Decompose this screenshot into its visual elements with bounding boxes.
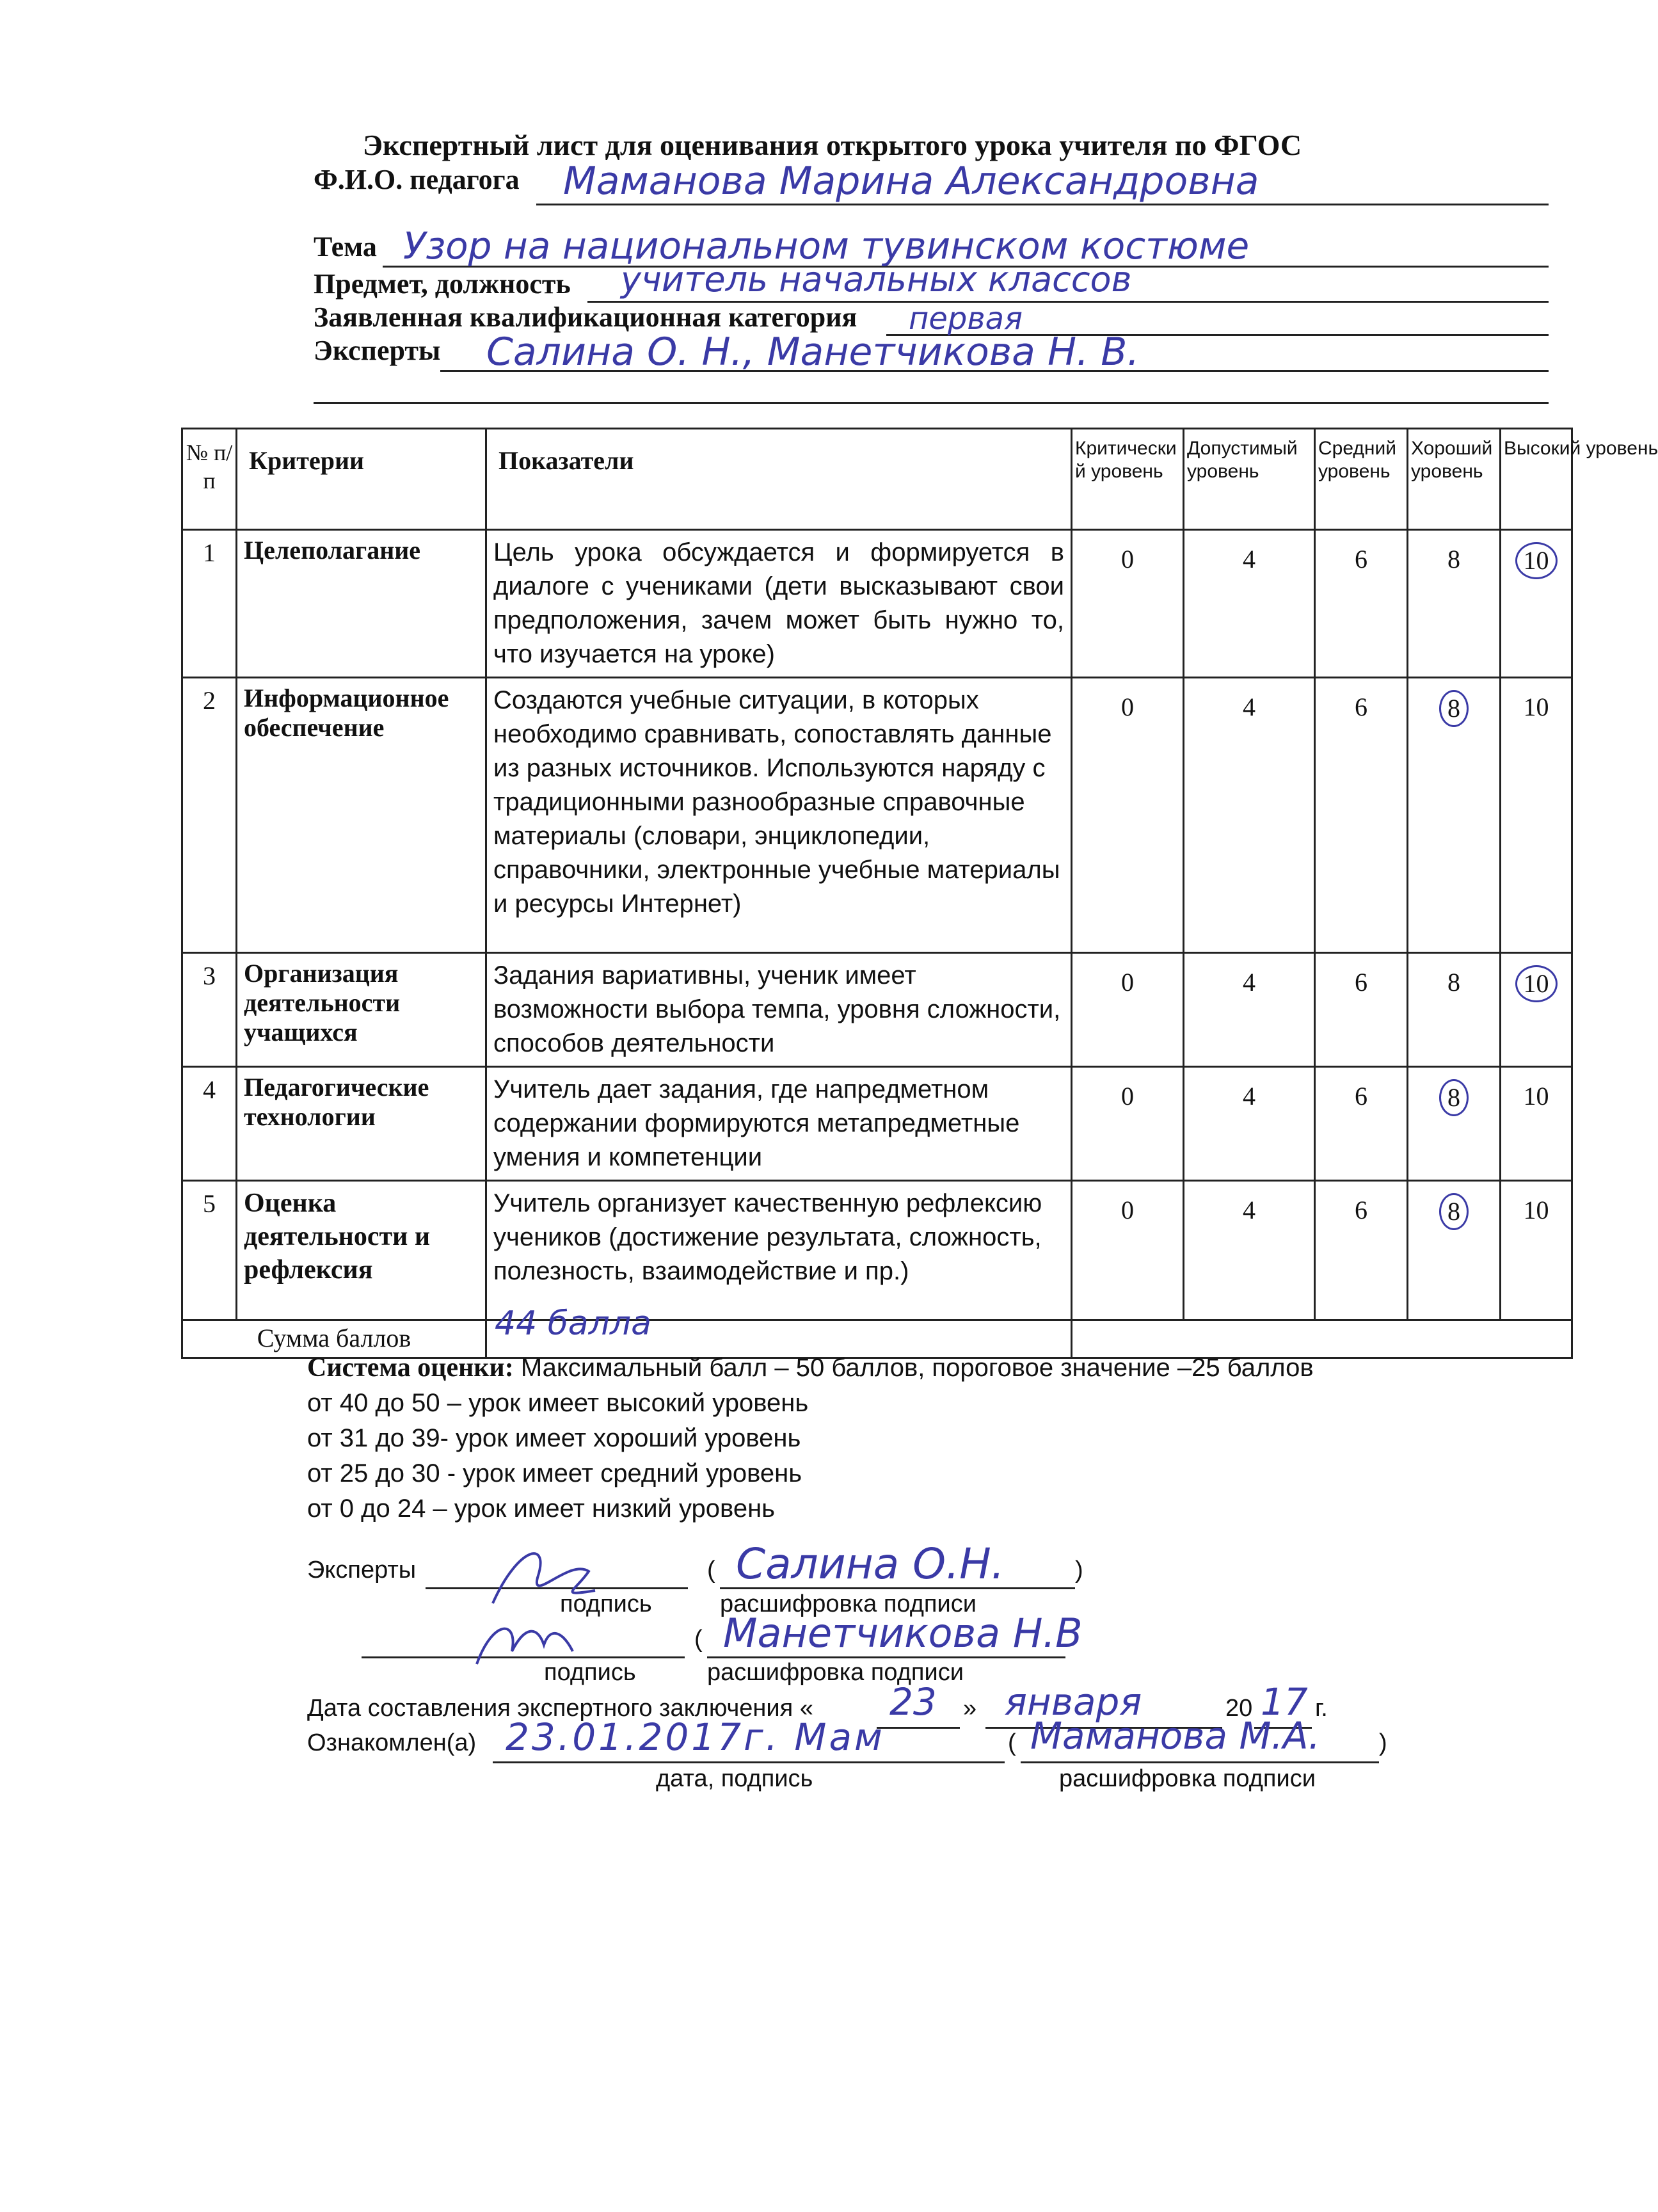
score-0: 0	[1121, 968, 1134, 997]
row-number: 5	[182, 1181, 237, 1320]
row-criterion: Организация деятельности учащихся	[237, 953, 486, 1067]
score-0: 0	[1121, 545, 1134, 573]
table-row	[182, 678, 1572, 953]
row-criterion: Оценка деятельности и рефлексия	[237, 1181, 486, 1320]
decode-caption-1: расшифровка подписи	[720, 1591, 976, 1617]
row-indicator: Создаются учебные ситуации, в которых необходимо сравнивать, сопоставлять данные из разных источников. Используются наряду с традиционными разнообразные справочные материалы (словари, энциклопедии, справочники, электронные учебные материалы и ресурсы Интернет)	[486, 678, 1072, 953]
score-4: 4	[1243, 545, 1255, 573]
experts-label: Эксперты	[314, 335, 441, 366]
score-10: 10	[1515, 542, 1558, 579]
score-range-low: от 0 до 24 – урок имеет низкий уровень	[307, 1495, 776, 1523]
decode-caption-2: расшифровка подписи	[707, 1659, 964, 1686]
score-6: 6	[1355, 693, 1367, 721]
score-0: 0	[1121, 693, 1134, 721]
year-end: г.	[1315, 1695, 1328, 1722]
extra-underline	[314, 402, 1549, 404]
date-day: 23	[889, 1680, 937, 1724]
decode-caption-3: расшифровка подписи	[1059, 1765, 1316, 1792]
acquainted-value: 23.01.2017г. Мам	[506, 1715, 885, 1759]
document-title: Экспертный лист для оценивания открытого урока учителя по ФГОС	[362, 129, 1302, 161]
acquainted-name-line	[1021, 1761, 1379, 1763]
date-month: января	[1005, 1680, 1142, 1724]
row-number: 2	[182, 678, 237, 953]
row-criterion: Информационное обеспечение	[237, 678, 486, 953]
row-number: 4	[182, 1067, 237, 1181]
row-number: 3	[182, 953, 237, 1067]
date-label: Дата составления экспертного заключения «	[307, 1695, 813, 1722]
table-header-row	[182, 429, 1572, 530]
topic-value: Узор на национальном тувинском костюме	[403, 224, 1250, 268]
header-level-average: Средний уровень	[1315, 429, 1408, 530]
category-label: Заявленная квалификационная категория	[314, 301, 857, 333]
score-8: 8	[1447, 968, 1460, 997]
sign-caption-2: подпись	[544, 1659, 636, 1686]
header-level-good: Хороший уровень	[1408, 429, 1501, 530]
teacher-underline	[536, 204, 1549, 205]
acquainted-line	[493, 1761, 1005, 1763]
date-day-line	[877, 1727, 960, 1729]
score-6: 6	[1355, 968, 1367, 997]
score-range-average: от 25 до 30 - урок имеет средний уровень	[307, 1459, 802, 1487]
score-6: 6	[1355, 1082, 1367, 1110]
row-indicator: Учитель дает задания, где напредметном содержании формируются метапредметные умения и компетенции	[486, 1067, 1072, 1181]
row-criterion: Целеполагание	[237, 530, 486, 678]
category-value: первая	[909, 301, 1023, 337]
header-criteria: Критерии	[237, 429, 486, 530]
score-8: 8	[1439, 1079, 1469, 1116]
subject-value: учитель начальных классов	[621, 259, 1132, 300]
score-8: 8	[1439, 690, 1469, 727]
score-4: 4	[1243, 968, 1255, 997]
acquainted-name: Маманова М.А.	[1030, 1714, 1321, 1758]
score-0: 0	[1121, 1082, 1134, 1110]
table-row	[182, 530, 1572, 678]
score-system-text: Максимальный балл – 50 баллов, пороговое значение –25 баллов	[513, 1354, 1314, 1382]
score-4: 4	[1243, 1082, 1255, 1110]
date-sign-caption: дата, подпись	[656, 1765, 813, 1792]
score-6: 6	[1355, 1196, 1367, 1224]
score-0: 0	[1121, 1196, 1134, 1224]
table-row	[182, 1181, 1572, 1320]
expert1-name: Салина О.Н.	[736, 1539, 1005, 1589]
row-indicator: Цель урока обсуждается и формируется в диалоге с учениками (дети высказывают свои предположения, зачем может быть нужно то, что изучается на уроке)	[486, 530, 1072, 678]
score-system	[307, 1350, 1314, 1527]
expert2-name-line	[707, 1656, 1065, 1658]
row-indicator: Учитель организует качественную рефлексию учеников (достижение результата, сложность, полезность, взаимодействие и пр.)	[486, 1181, 1072, 1320]
sum-value: 44 балла	[495, 1304, 651, 1343]
score-10: 10	[1523, 1196, 1549, 1224]
sign-caption-1: подпись	[560, 1591, 652, 1617]
year-prefix: 20	[1225, 1695, 1253, 1722]
header-level-critical: Критически й уровень	[1072, 429, 1184, 530]
expert2-name: Манетчикова Н.В	[723, 1610, 1083, 1656]
score-system-label: Система оценки:	[307, 1353, 514, 1382]
score-4: 4	[1243, 693, 1255, 721]
row-number: 1	[182, 530, 237, 678]
topic-label: Тема	[314, 231, 377, 262]
acquainted-label: Ознакомлен(а)	[307, 1729, 477, 1756]
teacher-label: Ф.И.О. педагога	[314, 164, 520, 195]
sum-label: Сумма баллов	[182, 1320, 486, 1358]
experts-sign-label: Эксперты	[307, 1557, 417, 1583]
header-level-high: Высокий уровень	[1501, 429, 1572, 530]
evaluation-table	[181, 428, 1658, 1359]
year-suffix: 17	[1261, 1680, 1308, 1724]
header-num: № п/п	[182, 429, 237, 530]
row-criterion: Педагогические технологии	[237, 1067, 486, 1181]
score-8: 8	[1447, 545, 1460, 573]
score-10: 10	[1515, 965, 1558, 1002]
header-level-acceptable: Допустимый уровень	[1184, 429, 1315, 530]
teacher-value: Маманова Марина Александровна	[563, 159, 1259, 204]
date-mid: »	[963, 1695, 977, 1722]
table-row	[182, 1067, 1572, 1181]
score-8: 8	[1439, 1193, 1469, 1230]
header-indicators: Показатели	[486, 429, 1072, 530]
score-range-good: от 31 до 39- урок имеет хороший уровень	[307, 1424, 801, 1452]
score-10: 10	[1523, 1082, 1549, 1110]
score-4: 4	[1243, 1196, 1255, 1224]
score-range-high: от 40 до 50 – урок имеет высокий уровень	[307, 1389, 809, 1417]
experts-value: Салина О. Н., Манетчикова Н. В.	[486, 330, 1140, 374]
score-10: 10	[1523, 693, 1549, 721]
row-indicator: Задания вариативны, ученик имеет возможности выбора темпа, уровня сложности, способов деятельности	[486, 953, 1072, 1067]
score-6: 6	[1355, 545, 1367, 573]
subject-label: Предмет, должность	[314, 268, 571, 300]
table-row	[182, 953, 1572, 1067]
